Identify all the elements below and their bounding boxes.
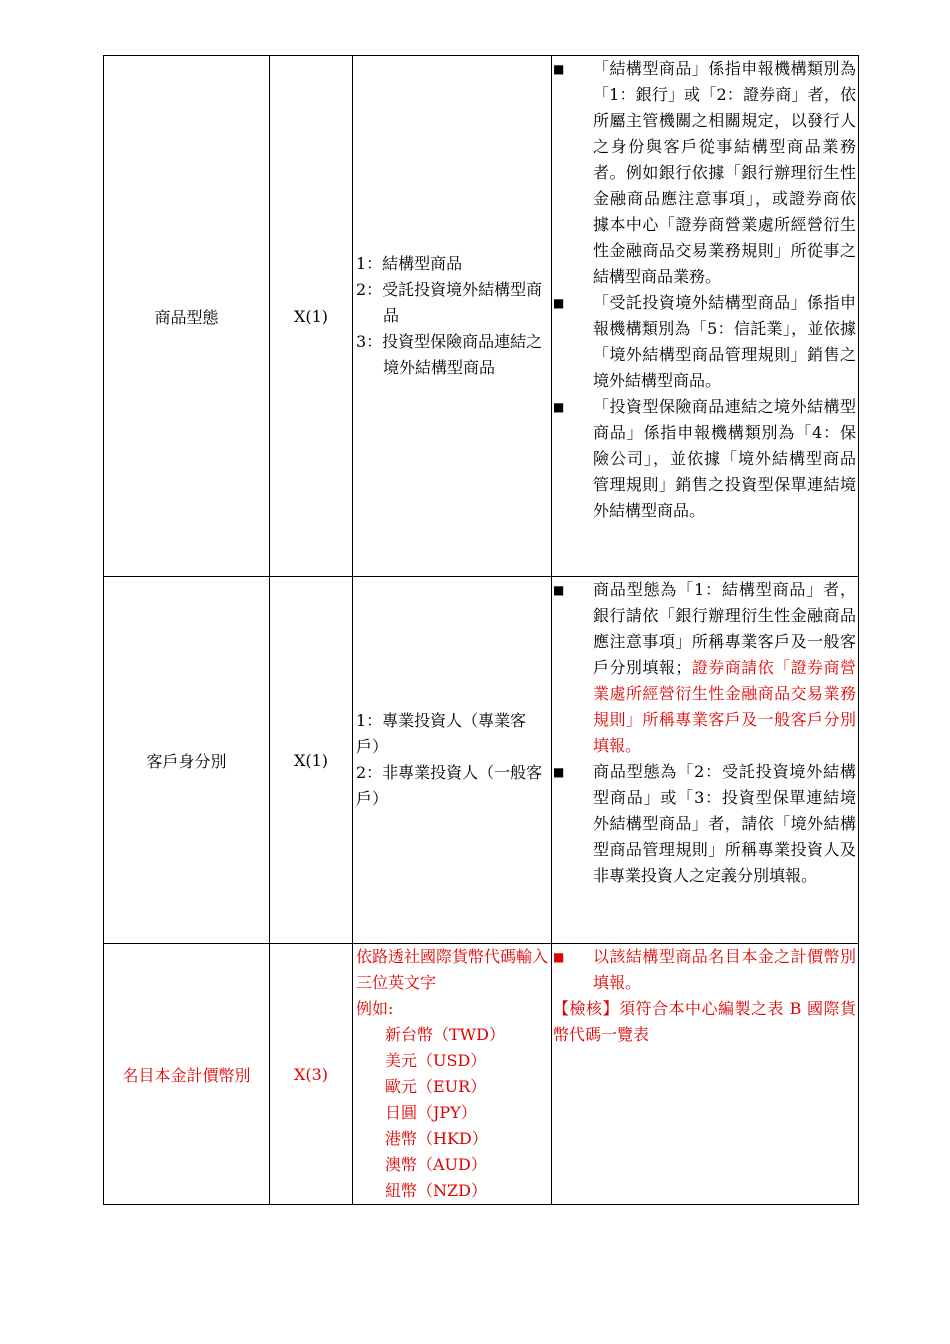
currency-item: 紐幣（NZD） <box>385 1181 487 1200</box>
currency-item: 港幣（HKD） <box>385 1129 488 1148</box>
field-name-cell: 名目本金計價幣別 <box>104 944 270 1205</box>
note-text: 商品型態為「2：受託投資境外結構型商品」或「3：投資型保單連結境外結構型商品」者，請依「境外結構型商品管理規則」所稱專業投資人及非專業投資人之定義分別填報。 <box>593 762 856 885</box>
format-cell: X(1) <box>270 577 353 944</box>
square-bullet-icon: ■ <box>553 400 565 414</box>
note-text-black: 商品型態為「1：結構型商品」者，銀行請依「銀行辦理衍生性金融商品應注意事項」所稱專業客戶及一般客戶分別填報； <box>593 580 856 677</box>
notes-cell <box>552 56 859 577</box>
notes-cell <box>552 944 859 1205</box>
note-bullet <box>553 290 856 394</box>
field-name-cell: 商品型態 <box>104 56 270 577</box>
square-bullet-icon: ■ <box>553 950 565 964</box>
options-cell <box>353 944 552 1205</box>
option-item: 2：非專業投資人（一般客戶） <box>356 763 543 808</box>
currency-item: 澳幣（AUD） <box>385 1155 487 1174</box>
option-item: 1：結構型商品 <box>356 254 463 273</box>
spec-table <box>103 55 859 1205</box>
note-text: 「投資型保險商品連結之境外結構型商品」係指申報機構類別為「4：保險公司」，並依據「境外結構型商品管理規則」銷售之投資型保單連結境外結構型商品。 <box>593 397 856 520</box>
example-label: 例如: <box>356 999 394 1018</box>
currency-intro: 依路透社國際貨幣代碼輸入三位英文字 <box>356 947 549 992</box>
option-item: 2：受託投資境外結構型商品 <box>356 280 543 325</box>
square-bullet-icon: ■ <box>553 62 565 76</box>
note-text: 「受託投資境外結構型商品」係指申報機構類別為「5：信託業」，並依據「境外結構型商品管理規則」銷售之境外結構型商品。 <box>593 293 856 390</box>
square-bullet-icon: ■ <box>553 296 565 310</box>
note-text <box>593 577 856 759</box>
currency-item: 日圓（JPY） <box>385 1103 477 1122</box>
option-item: 3：投資型保險商品連結之境外結構型商品 <box>356 332 543 377</box>
currency-item: 美元（USD） <box>385 1051 487 1070</box>
currency-item: 歐元（EUR） <box>385 1077 487 1096</box>
notes-cell <box>552 577 859 944</box>
table-row <box>104 56 859 577</box>
note-bullet <box>553 944 856 996</box>
options-cell <box>353 577 552 944</box>
validation-rule: 【檢核】須符合本中心編製之表 B 國際貨幣代碼一覽表 <box>553 999 856 1044</box>
options-cell <box>353 56 552 577</box>
note-text: 「結構型商品」係指申報機構類別為「1：銀行」或「2：證券商」者，依所屬主管機關之相關規定，以發行人之身份與客戶從事結構型商品業務者。例如銀行依據「銀行辦理衍生性金融商品應注意事項」，或證券商依據本中心「證券商營業處所經營衍生性金融商品交易業務規則」所從事之結構型商品業務。 <box>593 59 856 286</box>
currency-item: 新台幣（TWD） <box>385 1025 505 1044</box>
format-cell: X(1) <box>270 56 353 577</box>
note-text-red: 證券商請依「證券商營業處所經營衍生性金融商品交易業務規則」所稱專業客戶及一般客戶分別填報。 <box>593 658 856 755</box>
square-bullet-icon: ■ <box>553 765 565 779</box>
format-cell: X(3) <box>270 944 353 1205</box>
option-item: 1：專業投資人（專業客戶） <box>356 711 527 756</box>
note-bullet <box>553 394 856 524</box>
note-bullet <box>553 577 856 759</box>
table-row <box>104 944 859 1205</box>
note-text: 以該結構型商品名目本金之計價幣別填報。 <box>593 947 856 992</box>
square-bullet-icon: ■ <box>553 583 565 597</box>
field-name-cell: 客戶身分別 <box>104 577 270 944</box>
note-bullet <box>553 759 856 889</box>
note-bullet <box>553 56 856 290</box>
table-row <box>104 577 859 944</box>
